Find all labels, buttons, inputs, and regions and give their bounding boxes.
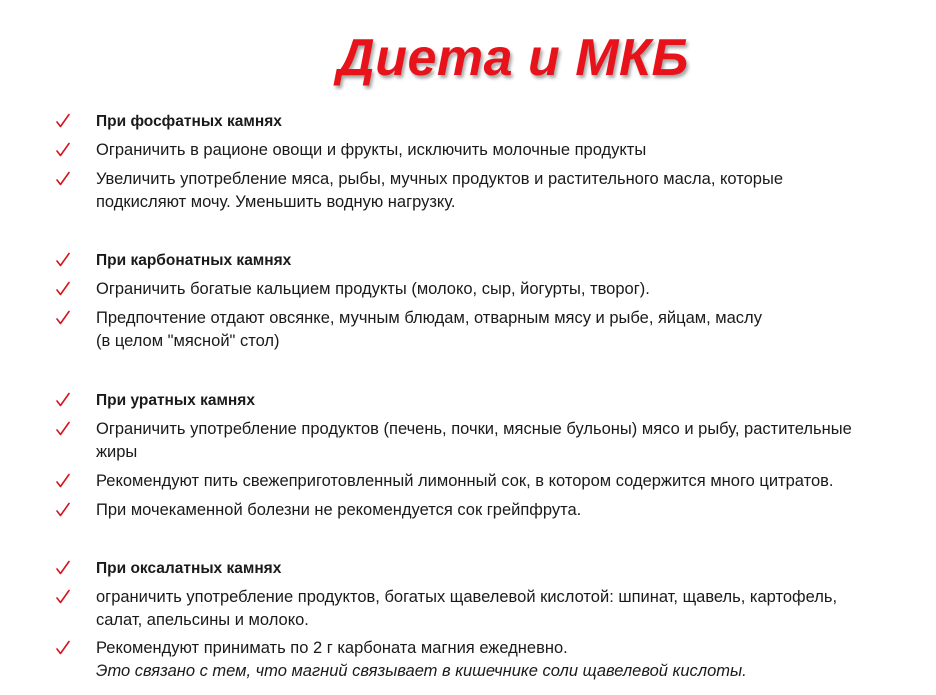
heading-text: При уратных камнях bbox=[96, 392, 255, 409]
item-note: Это связано с тем, что магний связывает в кишечнике соли щавелевой кислоты. bbox=[96, 662, 747, 680]
checkmark-icon bbox=[56, 473, 70, 489]
heading-text: При фосфатных камнях bbox=[96, 113, 282, 130]
item-line: салат, апельсины и молоко. bbox=[96, 611, 309, 629]
checkmark-icon bbox=[56, 589, 70, 605]
item-text: Ограничить в рационе овощи и фрукты, исключить молочные продукты bbox=[96, 141, 647, 159]
checkmark-icon bbox=[56, 252, 70, 268]
item-line: Увеличить употребление мяса, рыбы, мучных продуктов и растительного масла, которые bbox=[96, 170, 783, 188]
section-heading bbox=[96, 389, 936, 412]
list-item bbox=[96, 586, 936, 632]
checkmark-icon bbox=[56, 392, 70, 408]
checkmark-icon bbox=[56, 281, 70, 297]
checkmark-icon bbox=[56, 502, 70, 518]
checkmark-icon bbox=[56, 171, 70, 187]
heading-text: При карбонатных камнях bbox=[96, 252, 292, 269]
section-heading bbox=[96, 110, 936, 133]
checkmark-icon bbox=[56, 142, 70, 158]
checkmark-icon bbox=[56, 310, 70, 326]
checkmark-icon bbox=[56, 421, 70, 437]
item-text: Ограничить богатые кальцием продукты (молоко, сыр, йогурты, творог). bbox=[96, 280, 650, 298]
page-title: Диета и МКБ bbox=[337, 29, 689, 87]
item-line: (в целом "мясной" стол) bbox=[96, 332, 280, 350]
item-text: Рекомендуют пить свежеприготовленный лимонный сок, в котором содержится много цитратов. bbox=[96, 472, 834, 490]
item-text: При мочекаменной болезни не рекомендуется сок грейпфрута. bbox=[96, 501, 582, 519]
list-item bbox=[96, 168, 936, 214]
list-item bbox=[96, 637, 936, 683]
item-line: подкисляют мочу. Уменьшить водную нагрузку. bbox=[96, 193, 456, 211]
item-line: Рекомендуют принимать по 2 г карбоната магния ежедневно. bbox=[96, 639, 568, 657]
section-heading bbox=[96, 557, 936, 580]
item-line: ограничить употребление продуктов, богатых щавелевой кислотой: шпинат, щавель, картофель, bbox=[96, 588, 838, 606]
checkmark-icon bbox=[56, 640, 70, 656]
checkmark-icon bbox=[56, 560, 70, 576]
list-item bbox=[96, 307, 936, 353]
heading-text: При оксалатных камнях bbox=[96, 560, 282, 577]
list-item bbox=[96, 139, 936, 162]
item-line: жиры bbox=[96, 443, 138, 461]
list-item bbox=[96, 470, 936, 493]
item-line: Ограничить употребление продуктов (печень, почки, мясные бульоны) мясо и рыбу, растительные bbox=[96, 420, 852, 438]
item-line: Предпочтение отдают овсянке, мучным блюдам, отварным мясу и рыбе, яйцам, маслу bbox=[96, 309, 762, 327]
list-item bbox=[96, 418, 936, 464]
section-heading bbox=[96, 249, 936, 272]
checkmark-icon bbox=[56, 113, 70, 129]
list-item bbox=[96, 499, 936, 522]
list-item bbox=[96, 278, 936, 301]
